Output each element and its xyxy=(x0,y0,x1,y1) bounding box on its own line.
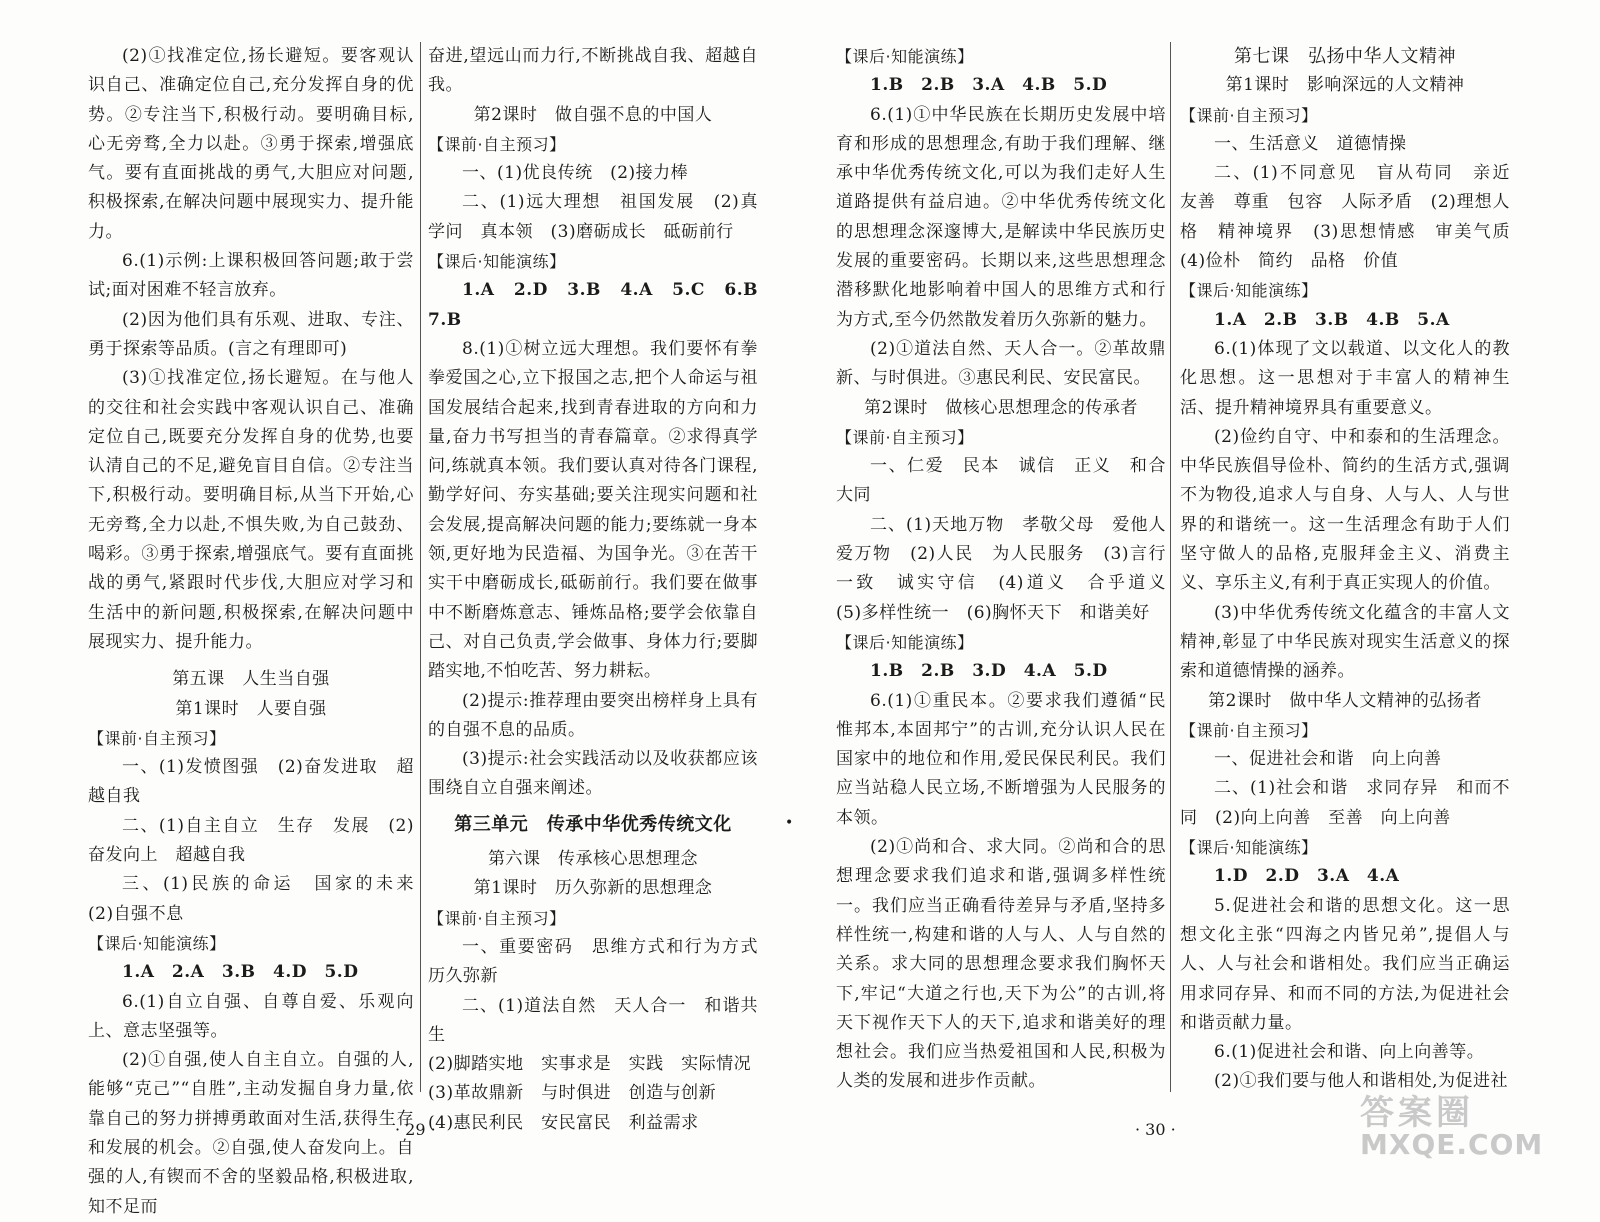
column-3 xyxy=(836,42,1184,1097)
paragraph: (2)①自强,使人自主自立。自强的人,能够“克己”“自胜”,主动发掘自身力量,依靠自己的努力拼搏勇敢面对生活,获得生存和发展的机会。②自强,使人奋发向上。自强的人,有锲而不舍的坚毅品格,积极进取,知不足而 xyxy=(88,1050,414,1217)
unit-title: 第三单元 传承中华优秀传统文化 xyxy=(454,813,732,835)
section-label: 【课后·知能演练】 xyxy=(88,933,226,953)
paragraph: 一、(1)发愤图强 (2)奋发进取 超越自我 xyxy=(88,757,414,807)
answers: 1.A 2.D 3.B 4.A 5.C 6.B 7.B xyxy=(428,280,776,330)
period-title: 第1课时 历久弥新的思想理念 xyxy=(473,878,713,899)
section-label: 【课前·自主预习】 xyxy=(428,908,566,928)
column-2 xyxy=(428,42,776,1138)
paragraph: 二、(1)社会和谐 求同存异 和而不同 (2)向上向善 至善 向上向善 xyxy=(1180,778,1510,828)
section-label: 【课前·自主预习】 xyxy=(1180,105,1318,125)
period-title: 第2课时 做中华人文精神的弘扬者 xyxy=(1208,690,1482,711)
paragraph: 一、促进社会和谐 向上向善 xyxy=(1214,749,1442,770)
paragraph: (3)提示:社会实践活动以及收获都应该围绕自立自强来阐述。 xyxy=(428,749,758,799)
lesson-title: 第七课 弘扬中华人文精神 xyxy=(1234,46,1456,67)
paragraph: 二、(1)天地万物 孝敬父母 爱他人 爱万物 (2)人民 为人民服务 (3)言行一致 诚实守信 (4)道义 合乎道义 (5)多样性统一 (6)胸怀天下 和谐美好 xyxy=(836,514,1184,623)
paragraph: 5.促进社会和谐的思想文化。这一思想文化主张“四海之内皆兄弟”,提倡人与人、人与社会和谐相处。我们应当正确运用求同存异、和而不同的方法,为促进社会和谐贡献力量。 xyxy=(1180,895,1510,1033)
paragraph: 奋进,望远山而力行,不断挑战自我、超越自我。 xyxy=(428,46,758,96)
period-title: 第1课时 人要自强 xyxy=(175,698,327,719)
answers: 1.D 2.D 3.A 4.A xyxy=(1214,866,1400,887)
answers: 1.B 2.B 3.A 4.B 5.D xyxy=(870,75,1108,96)
column-divider xyxy=(420,42,421,1092)
paragraph: 一、重要密码 思维方式和行为方式 历久弥新 xyxy=(428,936,776,987)
section-label: 【课后·知能演练】 xyxy=(428,252,566,272)
answers: 1.B 2.B 3.D 4.A 5.D xyxy=(870,661,1108,682)
section-label: 【课后·知能演练】 xyxy=(1180,281,1318,301)
paragraph: (2)①找准定位,扬长避短。要客观认识自己、准确定位自己,充分发挥自身的优势。②专注当下,积极行动。要明确目标,心无旁骛,全力以赴。③勇于探索,增强底气。要有直面挑战的勇气,大胆应对问题,积极探索,在解决问题中展现实力、提升能力。 xyxy=(88,46,414,242)
center-dot: • xyxy=(785,815,794,831)
watermark-text: 答案圈 xyxy=(1360,1093,1474,1133)
section-label: 【课前·自主预习】 xyxy=(1180,720,1318,740)
paragraph: 6.(1)自立自强、自尊自爱、乐观向上、意志坚强等。 xyxy=(88,991,414,1041)
paragraph: 6.(1)体现了文以载道、以文化人的教化思想。这一思想对于丰富人的精神生活、提升精神境界具有重要意义。 xyxy=(1180,338,1510,418)
section-label: 【课后·知能演练】 xyxy=(1180,838,1318,858)
paragraph: (2)俭约自守、中和泰和的生活理念。中华民族倡导俭朴、简约的生活方式,强调不为物役,追求人与自身、人与人、人与世界的和谐统一。这一生活理念有助于人们坚守做人的品格,克服拜金主义、消费主义、享乐主义,有利于真正实现人的价值。 xyxy=(1180,426,1510,594)
paragraph: (2)脚踏实地 实事求是 实践 实际情况 xyxy=(428,1054,752,1075)
paragraph: 6.(1)示例:上课积极回答问题;敢于尝试;面对困难不轻言放弃。 xyxy=(88,251,414,301)
lesson-title: 第五课 人生当自强 xyxy=(172,669,330,690)
paragraph: 一、(1)优良传统 (2)接力棒 xyxy=(462,163,689,184)
paragraph: 6.(1)①中华民族在长期历史发展中培育和形成的思想理念,有助于我们理解、继承中华优秀传统文化,可以为我们走好人生道路提供有益启迪。②中华优秀传统文化的思想理念深邃博大,是解读中华民族历史发展的重要密码。长期以来,这些思想理念潜移默化地影响着中国人的思维方式和行为方式,至今仍然散发着历久弥新的魅力。 xyxy=(836,104,1166,330)
paragraph: 二、(1)自主自立 生存 发展 (2)奋发向上 超越自我 xyxy=(88,815,414,866)
paragraph: (2)①我们要与他人和谐相处,为促进社 xyxy=(1214,1071,1508,1092)
column-4 xyxy=(1180,42,1528,1097)
paragraph: (3)革故鼎新 与时俱进 创造与创新 xyxy=(428,1083,717,1104)
paragraph: (2)因为他们具有乐观、进取、专注、勇于探索等品质。(言之有理即可) xyxy=(88,309,414,359)
section-label: 【课后·知能演练】 xyxy=(836,47,974,66)
paragraph: (3)中华优秀传统文化蕴含的丰富人文精神,彰显了中华民族对现实生活意义的探索和道德情操的涵养。 xyxy=(1180,602,1510,682)
section-label: 【课后·知能演练】 xyxy=(836,632,974,652)
period-title: 第1课时 影响深远的人文精神 xyxy=(1225,75,1465,96)
paragraph: (4)惠民利民 安民富民 利益需求 xyxy=(428,1112,699,1133)
paragraph: 8.(1)①树立远大理想。我们要怀有拳拳爱国之心,立下报国之志,把个人命运与祖国发展结合起来,找到青春进取的方向和力量,奋力书写担当的青春篇章。②求得真学问,练就真本领。我们要认真对待各门课程,勤学好问、夯实基础;要关注现实问题和社会发展,提高解决问题的能力;要练就一身本领,更好地为民造福、为国争光。③在苦干实干中磨砺成长,砥砺前行。我们要在做事中不断磨炼意志、锤炼品格;要学会依靠自己、对自己负责,学会做事、身体力行;要脚踏实地,不怕吃苦、努力耕耘。 xyxy=(428,338,758,682)
lesson-title: 第六课 传承核心思想理念 xyxy=(488,849,698,870)
watermark-url: MXQE.COM xyxy=(1360,1128,1544,1161)
section-label: 【课前·自主预习】 xyxy=(428,134,566,154)
period-title: 第2课时 做核心思想理念的传承者 xyxy=(864,397,1138,418)
answers: 1.A 2.A 3.B 4.D 5.D xyxy=(122,962,359,983)
paragraph: 6.(1)促进社会和谐、向上向善等。 xyxy=(1214,1042,1485,1063)
paragraph: (2)①尚和合、求大同。②尚和合的思想理念要求我们追求和谐,强调多样性统一。我们应当正确看待差异与矛盾,坚持多样性统一,构建和谐的人与人、人与自然的关系。求大同的思想理念要求我们胸怀天下,牢记“大道之行也,天下为公”的古训,将天下视作天下人的天下,追求和谐美好的理想社会。我们应当热爱祖国和人民,积极为人类的发展和进步作贡献。 xyxy=(836,837,1166,1092)
page-number-right: · 30 · xyxy=(1135,1120,1176,1139)
section-label: 【课前·自主预习】 xyxy=(88,728,226,748)
paragraph: 6.(1)①重民本。②要求我们遵循“民惟邦本,本固邦宁”的古训,充分认识人民在国家中的地位和作用,爱民保民利民。我们应当站稳人民立场,不断增强为人民服务的本领。 xyxy=(836,690,1166,828)
paragraph: 一、仁爱 民本 诚信 正义 和合 大同 xyxy=(836,456,1184,506)
watermark-logo xyxy=(1360,1085,1560,1161)
page-number-left: · 29 · xyxy=(395,1120,436,1139)
paragraph: 一、生活意义 道德情操 xyxy=(1214,133,1407,154)
paragraph: 二、(1)远大理想 祖国发展 (2)真学问 真本领 (3)磨砺成长 砥砺前行 xyxy=(428,192,758,242)
paragraph: 三、(1)民族的命运 国家的未来 (2)自强不息 xyxy=(88,874,432,924)
paragraph: (2)①道法自然、天人合一。②革故鼎新、与时俱进。③惠民利民、安民富民。 xyxy=(836,338,1166,389)
paragraph: 二、(1)不同意见 盲从苟同 亲近 友善 尊重 包容 人际矛盾 (2)理想人格 精神境界 (3)思想情感 审美气质 (4)俭朴 简约 品格 价值 xyxy=(1180,163,1528,272)
paragraph: (2)提示:推荐理由要突出榜样身上具有的自强不息的品质。 xyxy=(428,690,758,740)
paragraph: 二、(1)道法自然 天人合一 和谐共生 xyxy=(428,995,758,1045)
column-divider xyxy=(1170,42,1171,1092)
period-title: 第2课时 做自强不息的中国人 xyxy=(473,104,713,125)
answers: 1.A 2.B 3.B 4.B 5.A xyxy=(1214,309,1450,330)
paragraph: (3)①找准定位,扬长避短。在与他人的交往和社会实践中客观认识自己、准确定位自己,既要充分发挥自身的优势,也要认清自己的不足,避免盲目自信。②专注当下,积极行动。要明确目标,从当下开始,心无旁骛,全力以赴,不惧失败,为自己鼓劲、喝彩。③勇于探索,增强底气。要有直面挑战的勇气,紧跟时代步伐,大胆应对学习和生活中的新问题,积极探索,在解决问题中展现实力、提升能力。 xyxy=(88,368,414,652)
section-label: 【课前·自主预习】 xyxy=(836,427,974,447)
